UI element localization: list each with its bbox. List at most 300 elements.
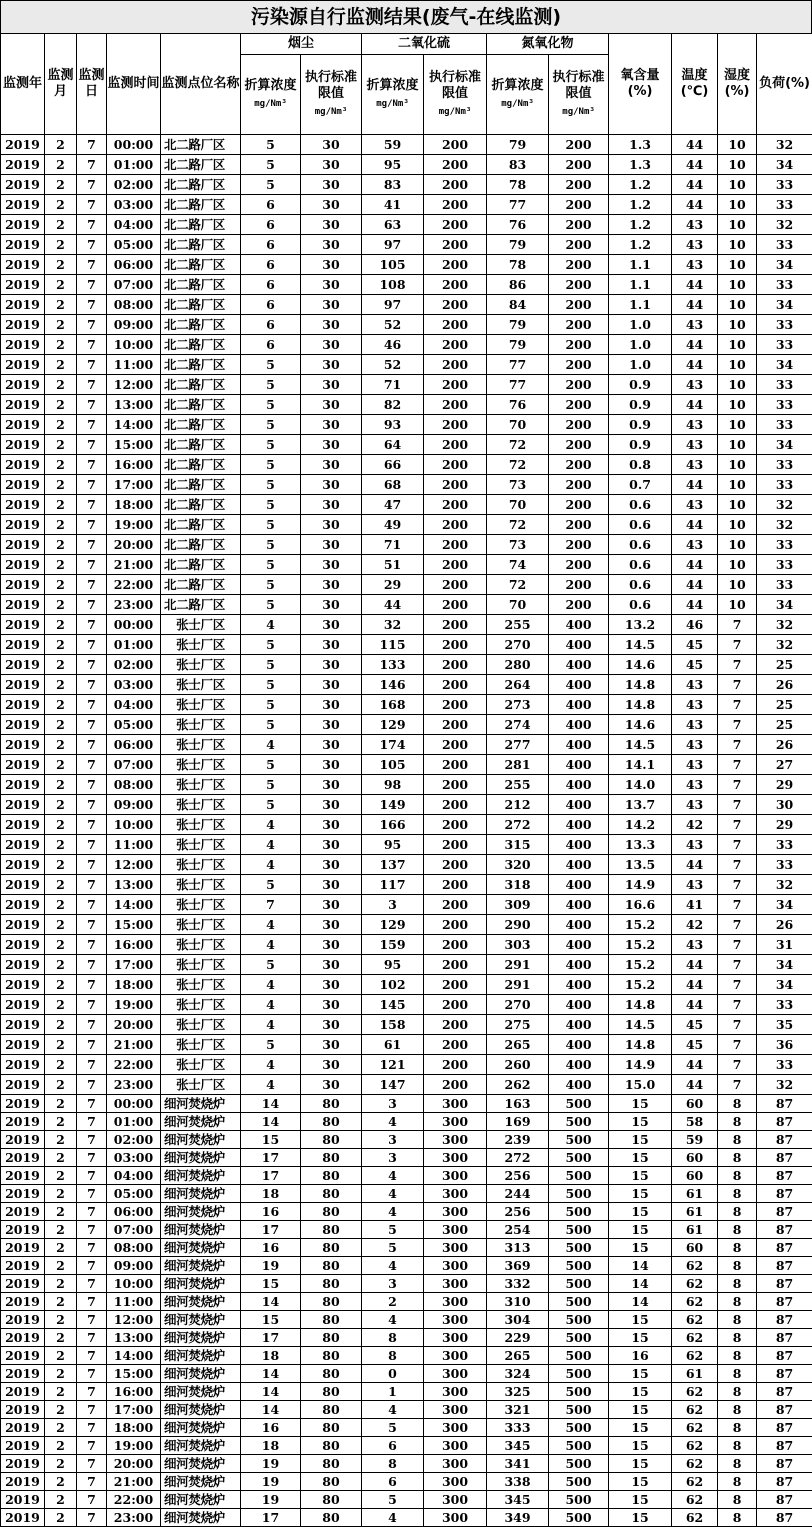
cell-day: 7: [77, 175, 107, 195]
cell-day: 7: [77, 855, 107, 875]
cell-dust-limit: 30: [301, 195, 362, 215]
cell-nox-conc: 345: [487, 1491, 549, 1509]
cell-temperature: 62: [672, 1257, 718, 1275]
cell-nox-conc: 264: [487, 675, 549, 695]
cell-load: 34: [757, 975, 812, 995]
cell-humidity: 7: [718, 915, 757, 935]
table-row: [1, 1275, 812, 1293]
cell-so2-limit: 300: [424, 1149, 487, 1167]
cell-nox-limit: 500: [549, 1365, 609, 1383]
cell-nox-limit: 400: [549, 875, 609, 895]
cell-dust-conc: 5: [241, 655, 301, 675]
table-row: [1, 755, 812, 775]
cell-nox-limit: 500: [549, 1419, 609, 1437]
cell-so2-limit: 300: [424, 1473, 487, 1491]
cell-humidity: 7: [718, 1055, 757, 1075]
cell-year: 2019: [1, 215, 45, 235]
cell-oxygen: 15: [609, 1149, 672, 1167]
cell-temperature: 43: [672, 375, 718, 395]
cell-temperature: 43: [672, 675, 718, 695]
cell-oxygen: 15: [609, 1311, 672, 1329]
cell-oxygen: 1.3: [609, 155, 672, 175]
cell-load: 34: [757, 255, 812, 275]
header-group-so2: 二氧化硫: [362, 34, 487, 55]
cell-dust-limit: 30: [301, 475, 362, 495]
cell-temperature: 44: [672, 135, 718, 155]
cell-nox-limit: 200: [549, 255, 609, 275]
cell-oxygen: 14.2: [609, 815, 672, 835]
cell-oxygen: 1.1: [609, 275, 672, 295]
cell-time: 11:00: [107, 355, 161, 375]
cell-humidity: 7: [718, 935, 757, 955]
cell-so2-conc: 159: [362, 935, 424, 955]
cell-day: 7: [77, 955, 107, 975]
cell-oxygen: 15: [609, 1365, 672, 1383]
cell-humidity: 8: [718, 1293, 757, 1311]
cell-so2-limit: 300: [424, 1311, 487, 1329]
cell-time: 10:00: [107, 335, 161, 355]
cell-year: 2019: [1, 635, 45, 655]
cell-time: 09:00: [107, 1257, 161, 1275]
cell-day: 7: [77, 1239, 107, 1257]
table-row: [1, 1455, 812, 1473]
cell-time: 19:00: [107, 515, 161, 535]
table-row: [1, 1293, 812, 1311]
cell-dust-conc: 6: [241, 255, 301, 275]
table-row: [1, 215, 812, 235]
cell-so2-conc: 149: [362, 795, 424, 815]
cell-dust-limit: 30: [301, 155, 362, 175]
cell-oxygen: 1.2: [609, 195, 672, 215]
cell-time: 21:00: [107, 555, 161, 575]
cell-load: 33: [757, 575, 812, 595]
cell-dust-conc: 15: [241, 1131, 301, 1149]
cell-oxygen: 15: [609, 1113, 672, 1131]
cell-oxygen: 15: [609, 1383, 672, 1401]
cell-nox-conc: 320: [487, 855, 549, 875]
cell-oxygen: 14.5: [609, 635, 672, 655]
cell-month: 2: [45, 1383, 77, 1401]
cell-oxygen: 15.2: [609, 975, 672, 995]
table-row: [1, 315, 812, 335]
cell-oxygen: 1.0: [609, 315, 672, 335]
header-day: 监测日: [77, 34, 107, 135]
cell-dust-conc: 14: [241, 1383, 301, 1401]
table-row: [1, 375, 812, 395]
cell-nox-conc: 79: [487, 335, 549, 355]
cell-load: 87: [757, 1383, 812, 1401]
cell-dust-limit: 80: [301, 1419, 362, 1437]
cell-site: 细河焚烧炉: [161, 1509, 241, 1527]
cell-dust-limit: 80: [301, 1455, 362, 1473]
cell-site: 细河焚烧炉: [161, 1401, 241, 1419]
cell-nox-limit: 400: [549, 675, 609, 695]
cell-humidity: 10: [718, 515, 757, 535]
cell-month: 2: [45, 1203, 77, 1221]
cell-nox-conc: 309: [487, 895, 549, 915]
cell-year: 2019: [1, 1401, 45, 1419]
cell-month: 2: [45, 155, 77, 175]
cell-year: 2019: [1, 1203, 45, 1221]
cell-humidity: 10: [718, 415, 757, 435]
cell-so2-conc: 83: [362, 175, 424, 195]
cell-day: 7: [77, 1383, 107, 1401]
cell-nox-limit: 200: [549, 515, 609, 535]
cell-nox-limit: 500: [549, 1131, 609, 1149]
cell-so2-limit: 200: [424, 655, 487, 675]
cell-nox-conc: 239: [487, 1131, 549, 1149]
cell-nox-conc: 72: [487, 455, 549, 475]
cell-so2-conc: 32: [362, 615, 424, 635]
cell-nox-conc: 256: [487, 1167, 549, 1185]
cell-so2-conc: 49: [362, 515, 424, 535]
cell-so2-limit: 200: [424, 1075, 487, 1095]
cell-oxygen: 15: [609, 1491, 672, 1509]
cell-so2-conc: 1: [362, 1383, 424, 1401]
cell-oxygen: 13.7: [609, 795, 672, 815]
cell-oxygen: 14.8: [609, 695, 672, 715]
cell-load: 33: [757, 995, 812, 1015]
cell-so2-conc: 71: [362, 535, 424, 555]
cell-nox-limit: 400: [549, 915, 609, 935]
cell-day: 7: [77, 455, 107, 475]
cell-load: 34: [757, 435, 812, 455]
cell-so2-limit: 200: [424, 415, 487, 435]
cell-month: 2: [45, 975, 77, 995]
header-dust-limit: [301, 55, 362, 135]
cell-nox-limit: 400: [549, 1015, 609, 1035]
cell-site: 张士厂区: [161, 755, 241, 775]
cell-so2-limit: 200: [424, 815, 487, 835]
cell-so2-conc: 95: [362, 955, 424, 975]
cell-month: 2: [45, 1035, 77, 1055]
cell-site: 细河焚烧炉: [161, 1491, 241, 1509]
cell-dust-limit: 30: [301, 575, 362, 595]
cell-humidity: 7: [718, 675, 757, 695]
cell-month: 2: [45, 1055, 77, 1075]
cell-dust-limit: 80: [301, 1401, 362, 1419]
header-so2-conc: [362, 55, 424, 135]
cell-month: 2: [45, 695, 77, 715]
cell-nox-limit: 200: [549, 295, 609, 315]
cell-load: 87: [757, 1473, 812, 1491]
cell-nox-conc: 265: [487, 1035, 549, 1055]
cell-month: 2: [45, 775, 77, 795]
cell-dust-conc: 5: [241, 395, 301, 415]
cell-dust-conc: 16: [241, 1239, 301, 1257]
cell-year: 2019: [1, 795, 45, 815]
cell-oxygen: 15.2: [609, 935, 672, 955]
cell-day: 7: [77, 295, 107, 315]
cell-day: 7: [77, 1167, 107, 1185]
cell-dust-limit: 80: [301, 1473, 362, 1491]
cell-month: 2: [45, 495, 77, 515]
cell-load: 33: [757, 1055, 812, 1075]
cell-dust-limit: 80: [301, 1437, 362, 1455]
header-label: 执行标准限值: [305, 69, 358, 101]
cell-nox-conc: 254: [487, 1221, 549, 1239]
cell-nox-limit: 200: [549, 195, 609, 215]
cell-load: 87: [757, 1491, 812, 1509]
cell-month: 2: [45, 415, 77, 435]
cell-day: 7: [77, 1347, 107, 1365]
cell-oxygen: 14.0: [609, 775, 672, 795]
cell-dust-conc: 4: [241, 735, 301, 755]
cell-month: 2: [45, 1473, 77, 1491]
cell-dust-limit: 30: [301, 975, 362, 995]
cell-nox-conc: 72: [487, 435, 549, 455]
cell-year: 2019: [1, 1311, 45, 1329]
cell-site: 张士厂区: [161, 935, 241, 955]
cell-so2-conc: 8: [362, 1347, 424, 1365]
cell-dust-limit: 80: [301, 1275, 362, 1293]
cell-month: 2: [45, 255, 77, 275]
cell-day: 7: [77, 1437, 107, 1455]
cell-oxygen: 0.6: [609, 575, 672, 595]
cell-time: 01:00: [107, 155, 161, 175]
cell-so2-conc: 174: [362, 735, 424, 755]
cell-time: 17:00: [107, 955, 161, 975]
cell-humidity: 8: [718, 1239, 757, 1257]
cell-month: 2: [45, 395, 77, 415]
table-row: [1, 1383, 812, 1401]
cell-month: 2: [45, 315, 77, 335]
cell-time: 08:00: [107, 295, 161, 315]
cell-month: 2: [45, 435, 77, 455]
cell-time: 06:00: [107, 255, 161, 275]
cell-year: 2019: [1, 1293, 45, 1311]
table-row: [1, 1419, 812, 1437]
cell-temperature: 60: [672, 1095, 718, 1113]
cell-month: 2: [45, 1015, 77, 1035]
cell-dust-limit: 80: [301, 1221, 362, 1239]
cell-nox-limit: 500: [549, 1311, 609, 1329]
cell-so2-limit: 200: [424, 875, 487, 895]
table-row: [1, 675, 812, 695]
cell-dust-conc: 5: [241, 695, 301, 715]
cell-time: 00:00: [107, 1095, 161, 1113]
cell-site: 张士厂区: [161, 695, 241, 715]
cell-time: 04:00: [107, 695, 161, 715]
cell-nox-conc: 280: [487, 655, 549, 675]
cell-dust-conc: 17: [241, 1509, 301, 1527]
cell-month: 2: [45, 1401, 77, 1419]
cell-dust-conc: 5: [241, 475, 301, 495]
cell-oxygen: 1.2: [609, 175, 672, 195]
cell-year: 2019: [1, 1149, 45, 1167]
table-row: [1, 1473, 812, 1491]
cell-nox-limit: 200: [549, 575, 609, 595]
cell-site: 细河焚烧炉: [161, 1437, 241, 1455]
table-row: [1, 915, 812, 935]
cell-load: 32: [757, 615, 812, 635]
cell-site: 细河焚烧炉: [161, 1113, 241, 1131]
cell-time: 04:00: [107, 1167, 161, 1185]
cell-month: 2: [45, 615, 77, 635]
cell-load: 87: [757, 1131, 812, 1149]
cell-dust-conc: 16: [241, 1203, 301, 1221]
cell-dust-limit: 80: [301, 1185, 362, 1203]
cell-site: 细河焚烧炉: [161, 1293, 241, 1311]
cell-nox-limit: 500: [549, 1293, 609, 1311]
cell-nox-conc: 86: [487, 275, 549, 295]
cell-humidity: 7: [718, 1075, 757, 1095]
cell-humidity: 10: [718, 295, 757, 315]
cell-month: 2: [45, 1185, 77, 1203]
cell-load: 36: [757, 1035, 812, 1055]
cell-site: 张士厂区: [161, 675, 241, 695]
cell-time: 10:00: [107, 1275, 161, 1293]
cell-temperature: 62: [672, 1509, 718, 1527]
cell-oxygen: 0.6: [609, 535, 672, 555]
cell-site: 北二路厂区: [161, 175, 241, 195]
cell-so2-conc: 6: [362, 1473, 424, 1491]
cell-so2-limit: 300: [424, 1509, 487, 1527]
cell-year: 2019: [1, 1473, 45, 1491]
cell-nox-limit: 400: [549, 855, 609, 875]
cell-dust-conc: 19: [241, 1257, 301, 1275]
cell-year: 2019: [1, 1131, 45, 1149]
cell-humidity: 8: [718, 1347, 757, 1365]
cell-so2-conc: 117: [362, 875, 424, 895]
table-row: [1, 435, 812, 455]
cell-oxygen: 15: [609, 1095, 672, 1113]
cell-load: 32: [757, 515, 812, 535]
cell-nox-limit: 400: [549, 1055, 609, 1075]
cell-humidity: 10: [718, 595, 757, 615]
cell-temperature: 44: [672, 395, 718, 415]
cell-year: 2019: [1, 855, 45, 875]
cell-dust-limit: 30: [301, 415, 362, 435]
table-row: [1, 975, 812, 995]
cell-month: 2: [45, 655, 77, 675]
cell-day: 7: [77, 795, 107, 815]
cell-day: 7: [77, 1365, 107, 1383]
cell-nox-limit: 400: [549, 715, 609, 735]
cell-nox-conc: 341: [487, 1455, 549, 1473]
cell-dust-conc: 17: [241, 1329, 301, 1347]
cell-oxygen: 1.0: [609, 355, 672, 375]
cell-so2-limit: 200: [424, 675, 487, 695]
cell-oxygen: 14.9: [609, 875, 672, 895]
cell-year: 2019: [1, 1491, 45, 1509]
cell-nox-limit: 400: [549, 695, 609, 715]
cell-day: 7: [77, 1293, 107, 1311]
cell-month: 2: [45, 455, 77, 475]
cell-temperature: 43: [672, 535, 718, 555]
cell-humidity: 8: [718, 1113, 757, 1131]
cell-temperature: 58: [672, 1113, 718, 1131]
cell-so2-conc: 0: [362, 1365, 424, 1383]
cell-load: 25: [757, 695, 812, 715]
cell-nox-conc: 169: [487, 1113, 549, 1131]
table-body: [1, 135, 812, 1527]
cell-so2-conc: 4: [362, 1167, 424, 1185]
cell-year: 2019: [1, 615, 45, 635]
cell-so2-conc: 29: [362, 575, 424, 595]
cell-site: 北二路厂区: [161, 335, 241, 355]
cell-month: 2: [45, 755, 77, 775]
cell-humidity: 10: [718, 315, 757, 335]
cell-month: 2: [45, 375, 77, 395]
cell-dust-conc: 5: [241, 595, 301, 615]
cell-so2-limit: 300: [424, 1293, 487, 1311]
cell-year: 2019: [1, 1075, 45, 1095]
cell-oxygen: 1.2: [609, 235, 672, 255]
cell-so2-limit: 300: [424, 1383, 487, 1401]
cell-month: 2: [45, 895, 77, 915]
table-row: [1, 855, 812, 875]
cell-oxygen: 14.1: [609, 755, 672, 775]
cell-so2-conc: 61: [362, 1035, 424, 1055]
table-row: [1, 235, 812, 255]
cell-time: 22:00: [107, 575, 161, 595]
cell-so2-limit: 200: [424, 255, 487, 275]
cell-load: 87: [757, 1509, 812, 1527]
cell-so2-limit: 200: [424, 295, 487, 315]
cell-site: 细河焚烧炉: [161, 1185, 241, 1203]
cell-oxygen: 0.9: [609, 415, 672, 435]
cell-so2-limit: 200: [424, 755, 487, 775]
cell-dust-conc: 5: [241, 515, 301, 535]
table-row: [1, 415, 812, 435]
cell-dust-limit: 80: [301, 1347, 362, 1365]
cell-nox-conc: 77: [487, 375, 549, 395]
cell-oxygen: 1.2: [609, 215, 672, 235]
cell-so2-conc: 158: [362, 1015, 424, 1035]
cell-dust-conc: 4: [241, 935, 301, 955]
cell-temperature: 44: [672, 595, 718, 615]
cell-year: 2019: [1, 1329, 45, 1347]
cell-nox-limit: 500: [549, 1401, 609, 1419]
cell-year: 2019: [1, 1383, 45, 1401]
cell-dust-limit: 30: [301, 755, 362, 775]
cell-temperature: 45: [672, 635, 718, 655]
cell-dust-conc: 18: [241, 1185, 301, 1203]
cell-site: 张士厂区: [161, 875, 241, 895]
cell-time: 23:00: [107, 1509, 161, 1527]
cell-month: 2: [45, 175, 77, 195]
cell-oxygen: 15: [609, 1221, 672, 1239]
cell-temperature: 41: [672, 895, 718, 915]
cell-load: 32: [757, 215, 812, 235]
cell-year: 2019: [1, 295, 45, 315]
cell-month: 2: [45, 595, 77, 615]
header-label: 折算浓度: [366, 77, 419, 93]
table-row: [1, 535, 812, 555]
cell-nox-limit: 200: [549, 395, 609, 415]
cell-load: 32: [757, 875, 812, 895]
cell-dust-conc: 19: [241, 1491, 301, 1509]
cell-site: 北二路厂区: [161, 555, 241, 575]
cell-humidity: 7: [718, 1015, 757, 1035]
cell-nox-conc: 76: [487, 395, 549, 415]
cell-month: 2: [45, 955, 77, 975]
cell-dust-limit: 30: [301, 355, 362, 375]
cell-dust-conc: 5: [241, 375, 301, 395]
table-row: [1, 1015, 812, 1035]
cell-month: 2: [45, 295, 77, 315]
cell-nox-conc: 79: [487, 235, 549, 255]
cell-temperature: 62: [672, 1401, 718, 1419]
cell-so2-conc: 97: [362, 295, 424, 315]
cell-nox-conc: 281: [487, 755, 549, 775]
cell-humidity: 7: [718, 755, 757, 775]
cell-dust-conc: 5: [241, 535, 301, 555]
table-row: [1, 1185, 812, 1203]
cell-year: 2019: [1, 1437, 45, 1455]
cell-time: 14:00: [107, 1347, 161, 1365]
